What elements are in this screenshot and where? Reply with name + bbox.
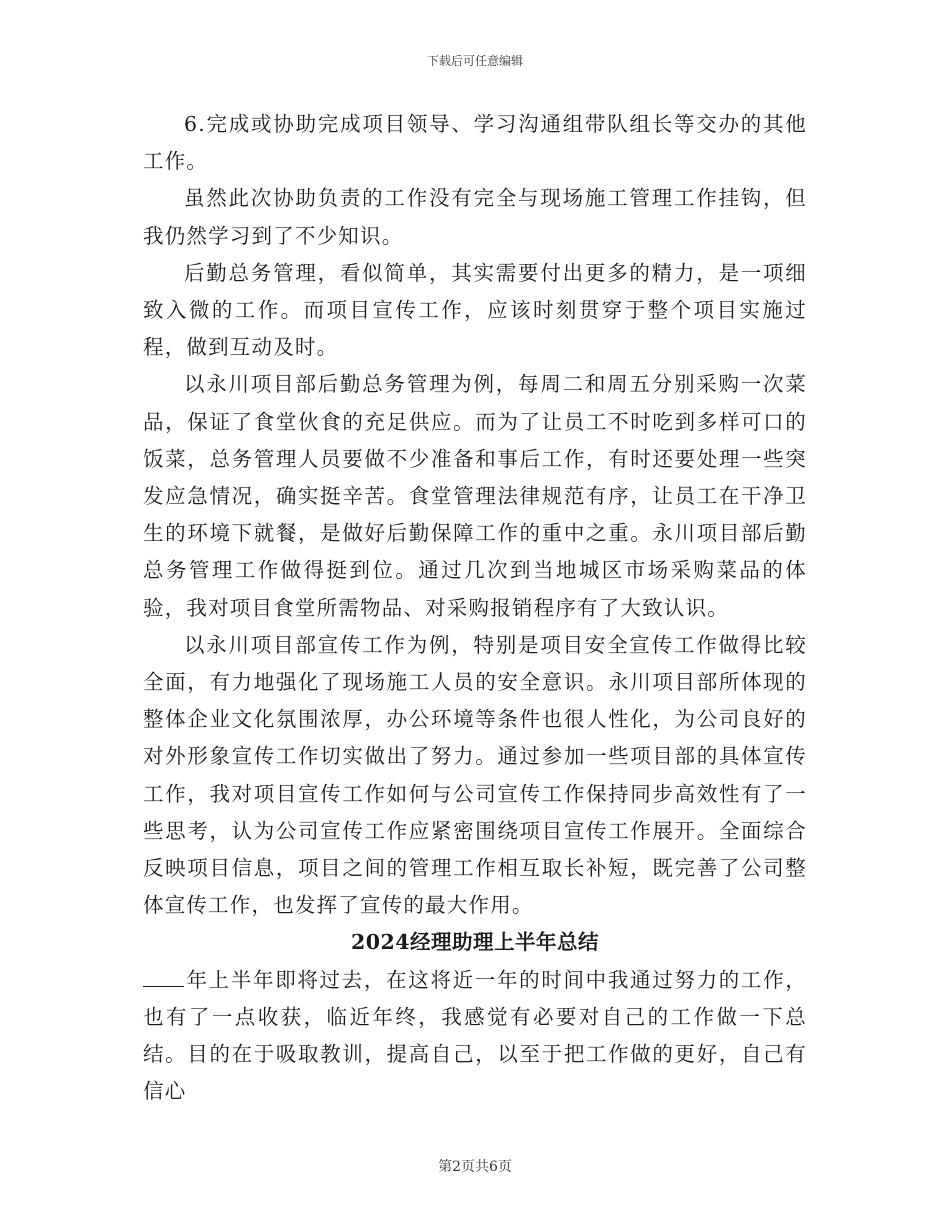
paragraph-4: 以永川项目部后勤总务管理为例，每周二和周五分别采购一次菜品，保证了食堂伙食的充足供应。而为了让员工不时吃到多样可口的饭菜，总务管理人员要做不少准备和事后工作，有时还要处理一些突发应急情况，确实挺辛苦。食堂管理法律规范有序，让员工在干净卫生的环境下就餐，是做好后勤保障工作的重中之重。永川项目部后勤总务管理工作做得挺到位。通过几次到当地城区市场采购菜品的体验，我对项目食堂所需物品、对采购报销程序有了大致认识。 xyxy=(143,372,807,620)
page-header-note: 下载后可任意编辑 xyxy=(426,54,523,68)
paragraph-3: 后勤总务管理，看似简单，其实需要付出更多的精力，是一项细致入微的工作。而项目宣传工作，应该时刻贯穿于整个项目实施过程，做到互动及时。 xyxy=(143,260,807,360)
paragraph-5: 以永川项目部宣传工作为例，特别是项目安全宣传工作做得比较全面，有力地强化了现场施工人员的安全意识。永川项目部所体现的整体企业文化氛围浓厚，办公环境等条件也很人性化，为公司良好的对外形象宣传工作切实做出了努力。通过参加一些项目部的具体宣传工作，我对项目宣传工作如何与公司宣传工作保持同步高效性有了一些思考，认为公司宣传工作应紧密围绕项目宣传工作展开。全面综合反映项目信息，项目之间的管理工作相互取长补短，既完善了公司整体宣传工作，也发挥了宣传的最大作用。 xyxy=(143,632,807,918)
blank-underline xyxy=(143,968,184,987)
paragraph-6-text: 年上半年即将过去，在这将近一年的时间中我通过努力的工作，也有了一点收获，临近年终，我感觉有必要对自己的工作做一下总结。目的在于吸取教训，提高自己，以至于把工作做的更好，自己有信心 xyxy=(143,967,807,1104)
page-number: 第2页共6页 xyxy=(438,1159,512,1175)
paragraph-6 xyxy=(143,962,807,1111)
paragraph-1: 6.完成或协助完成项目领导、学习沟通组带队组长等交办的其他工作。 xyxy=(143,112,807,174)
section-title: 2024经理助理上半年总结 xyxy=(350,930,600,955)
document-body xyxy=(143,106,807,1110)
paragraph-2: 虽然此次协助负责的工作没有完全与现场施工管理工作挂钩，但我仍然学习到了不少知识。 xyxy=(143,186,807,248)
